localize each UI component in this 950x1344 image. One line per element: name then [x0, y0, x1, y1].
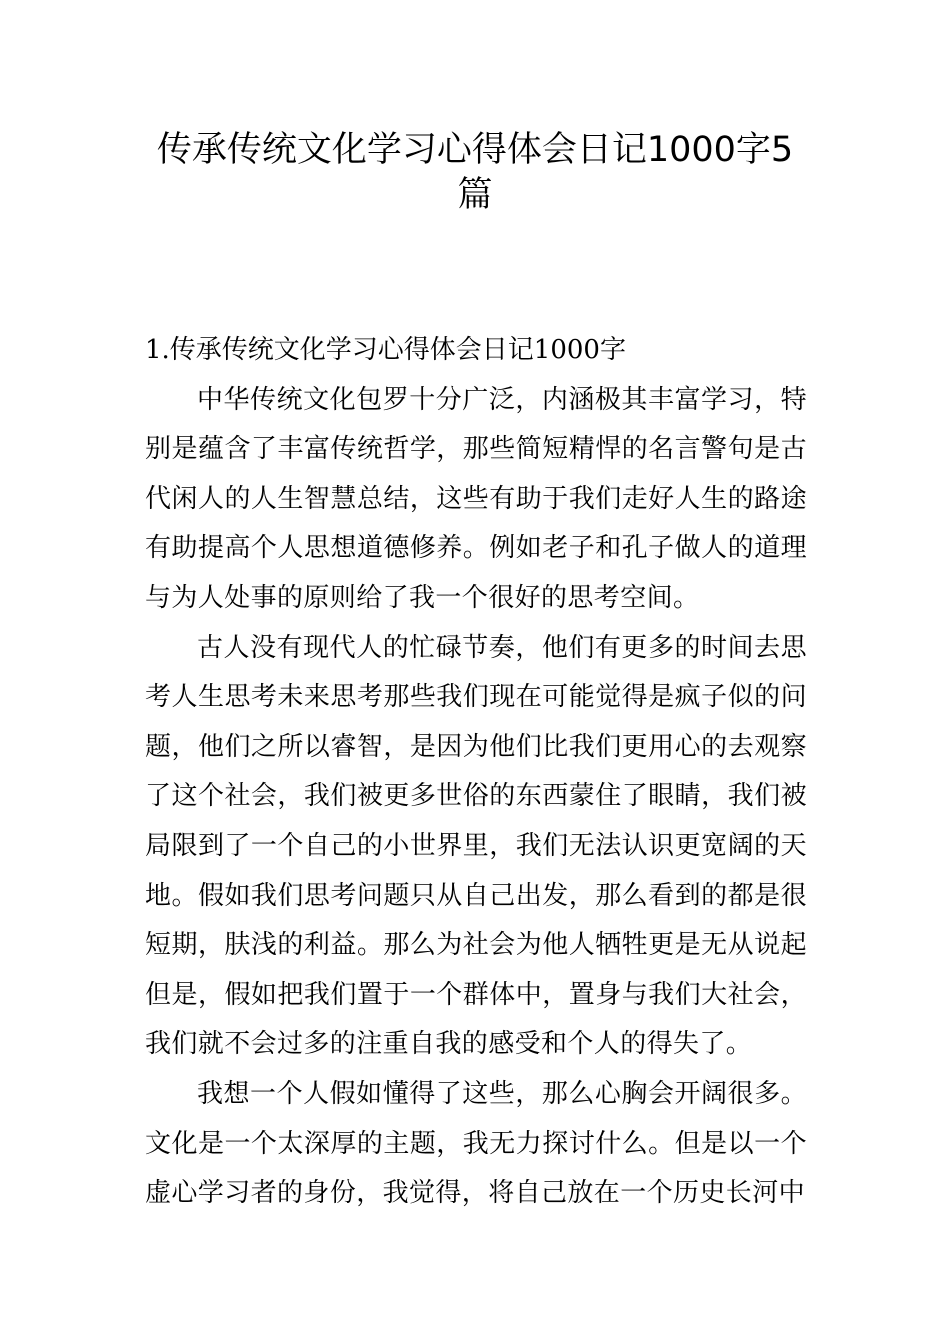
- body-paragraph-3: 我想一个人假如懂得了这些，那么心胸会开阔很多。文化是一个太深厚的主题，我无力探讨什么。但是以一个虚心学习者的身份，我觉得，将自己放在一个历史长河中: [145, 1078, 807, 1209]
- document-body: [145, 326, 807, 1219]
- document-title: 传承传统文化学习心得体会日记1000字5篇: [156, 130, 794, 215]
- section-heading: 1.传承传统文化学习心得体会日记1000字: [145, 335, 626, 365]
- body-paragraph-1: 中华传统文化包罗十分广泛，内涵极其丰富学习，特别是蕴含了丰富传统哲学，那些简短精悍的名言警句是古代闲人的人生智慧总结，这些有助于我们走好人生的路途有助提高个人思想道德修养。例如老子和孔子做人的道理与为人处事的原则给了我一个很好的思考空间。: [145, 384, 807, 613]
- body-paragraph-2: 古人没有现代人的忙碌节奏，他们有更多的时间去思考人生思考未来思考那些我们现在可能觉得是疯子似的问题，他们之所以睿智，是因为他们比我们更用心的去观察了这个社会，我们被更多世俗的东西蒙住了眼睛，我们被局限到了一个自己的小世界里，我们无法认识更宽阔的天地。假如我们思考问题只从自己出发，那么看到的都是很短期，肤浅的利益。那么为社会为他人牺牲更是无从说起但是，假如把我们置于一个群体中，置身与我们大社会，我们就不会过多的注重自我的感受和个人的得失了。: [145, 632, 807, 1060]
